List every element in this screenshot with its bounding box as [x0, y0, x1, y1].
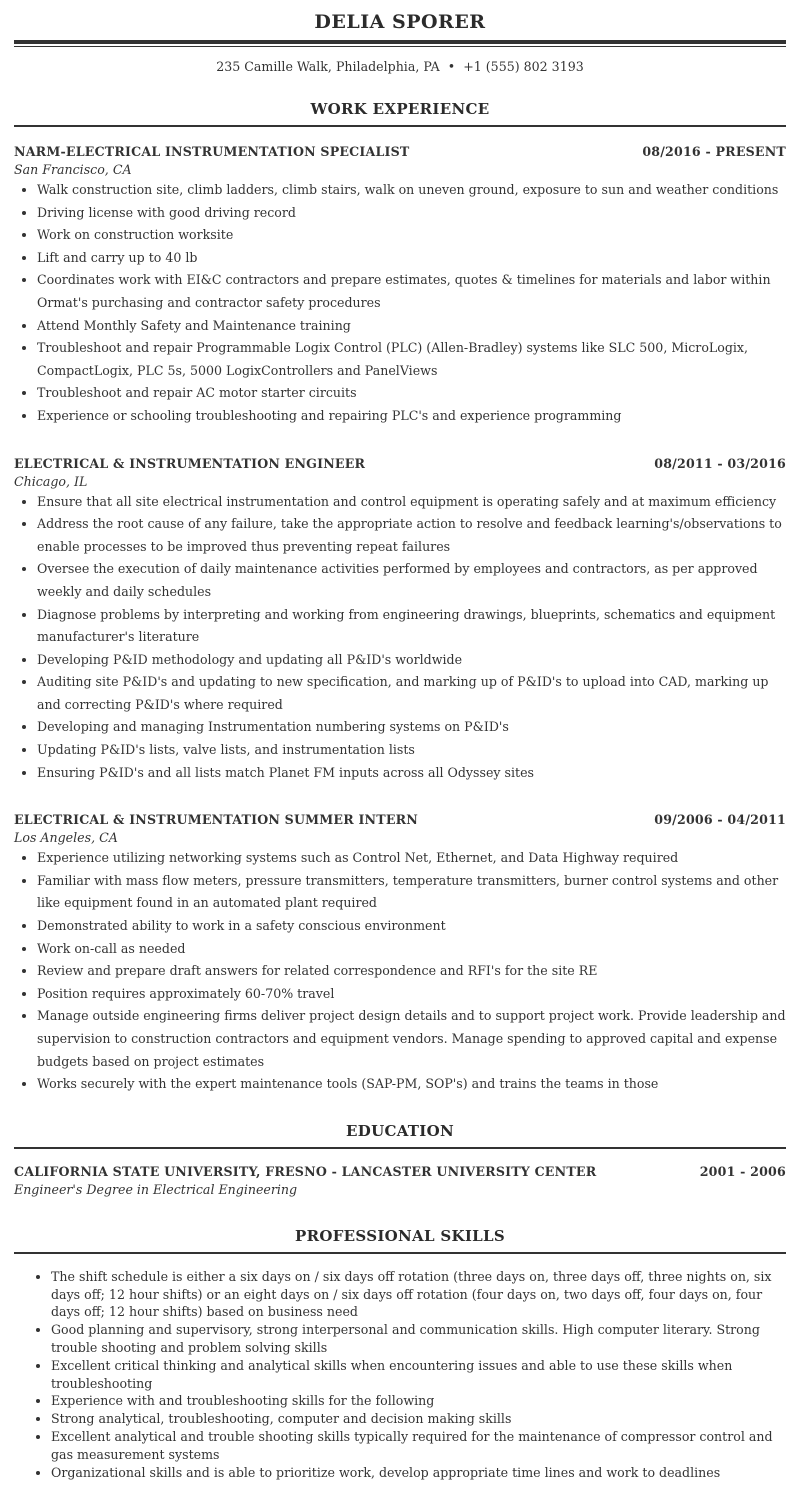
- duty-item: • Position requires approximately 60-70% travel: [37, 983, 786, 1006]
- duty-item: • Auditing site P&ID's and updating to new specification, and marking up of P&ID's to upload into CAD, marking up and correcting P&ID's where required: [37, 671, 786, 716]
- contact-separator: •: [447, 59, 456, 74]
- header-divider-thin: [14, 46, 786, 47]
- job-dates: 08/2011 - 03/2016: [654, 455, 786, 471]
- duty-item: • Ensuring P&ID's and all lists match Planet FM inputs across all Odyssey sites: [37, 762, 786, 785]
- job-entry: [14, 811, 786, 1096]
- duty-item: • Works securely with the expert maintenance tools (SAP-PM, SOP's) and trains the teams in those: [37, 1073, 786, 1096]
- school-name: CALIFORNIA STATE UNIVERSITY, FRESNO - LANCASTER UNIVERSITY CENTER: [14, 1163, 597, 1179]
- section-title-professional-skills: PROFESSIONAL SKILLS: [295, 1226, 505, 1245]
- job-title: ELECTRICAL & INSTRUMENTATION SUMMER INTERN: [14, 812, 419, 828]
- duty-item: • Review and prepare draft answers for related correspondence and RFI's for the site RE: [37, 960, 786, 983]
- job-duties-list: [14, 179, 786, 428]
- duty-item: • Ensure that all site electrical instrumentation and control equipment is operating safely and at maximum efficiency: [37, 491, 786, 514]
- skill-item: • Excellent critical thinking and analytical skills when encountering issues and able to use these skills when troubleshooting: [51, 1357, 786, 1393]
- duty-item: • Oversee the execution of daily maintenance activities performed by employees and contractors, as per approved weekly and daily schedules: [37, 558, 786, 603]
- duty-item: • Walk construction site, climb ladders, climb stairs, walk on uneven ground, exposure to sun and weather conditions: [37, 179, 786, 202]
- job-location: Los Angeles, CA: [14, 830, 118, 846]
- header-divider-thick: [14, 40, 786, 44]
- education-section: [14, 1121, 786, 1199]
- duty-item: • Diagnose problems by interpreting and working from engineering drawings, blueprints, schematics and equipment manufacturer's literature: [37, 604, 786, 649]
- duty-item: • Developing P&ID methodology and updating all P&ID's worldwide: [37, 649, 786, 672]
- duty-item: • Address the root cause of any failure, take the appropriate action to resolve and feedback learning's/observations to enable processes to be improved thus preventing repeat failures: [37, 513, 786, 558]
- duty-item: • Coordinates work with EI&C contractors and prepare estimates, quotes & timelines for materials and labor within Ormat's purchasing and contractor safety procedures: [37, 269, 786, 314]
- job-title: ELECTRICAL & INSTRUMENTATION ENGINEER: [14, 455, 366, 471]
- section-divider: [14, 1252, 786, 1254]
- job-header: [14, 811, 786, 829]
- contact-phone: +1 (555) 802 3193: [463, 59, 584, 74]
- skill-item: • Excellent analytical and trouble shooting skills typically required for the maintenance of compressor control and gas measurement systems: [51, 1428, 786, 1464]
- contact-address: 235 Camille Walk, Philadelphia, PA: [216, 59, 440, 74]
- job-dates: 09/2006 - 04/2011: [654, 812, 786, 828]
- section-title-work-experience: WORK EXPERIENCE: [310, 100, 490, 118]
- job-header: [14, 455, 786, 473]
- duty-item: • Work on construction worksite: [37, 224, 786, 247]
- duty-item: • Troubleshoot and repair Programmable Logix Control (PLC) (Allen-Bradley) systems like SLC 500, MicroLogix, CompactLogix, PLC 5s, 5000 LogixControllers and PanelViews: [37, 337, 786, 382]
- duty-item: • Lift and carry up to 40 lb: [37, 247, 786, 270]
- job-dates: 08/2016 - PRESENT: [642, 144, 786, 159]
- duty-item: • Work on-call as needed: [37, 938, 786, 961]
- candidate-name: DELIA SPORER: [314, 11, 486, 33]
- education-header: [14, 1163, 786, 1181]
- duty-item: • Troubleshoot and repair AC motor starter circuits: [37, 382, 786, 405]
- duty-item: • Demonstrated ability to work in a safety conscious environment: [37, 915, 786, 938]
- skills-list: [14, 1268, 786, 1482]
- job-entry: [14, 455, 786, 785]
- education-entry: [14, 1163, 786, 1199]
- duty-item: • Developing and managing Instrumentation numbering systems on P&ID's: [37, 716, 786, 739]
- work-experience-section: [14, 99, 786, 1096]
- job-duties-list: [14, 491, 786, 785]
- job-duties-list: [14, 847, 786, 1096]
- section-divider: [14, 1147, 786, 1149]
- degree: Engineer's Degree in Electrical Engineering: [14, 1181, 298, 1197]
- duty-item: • Driving license with good driving record: [37, 202, 786, 225]
- duty-item: • Updating P&ID's lists, valve lists, and instrumentation lists: [37, 739, 786, 762]
- education-dates: 2001 - 2006: [699, 1163, 786, 1179]
- skill-item: • Strong analytical, troubleshooting, computer and decision making skills: [51, 1410, 786, 1428]
- duty-item: • Attend Monthly Safety and Maintenance training: [37, 315, 786, 338]
- job-entry: [14, 143, 786, 428]
- job-location: San Francisco, CA: [14, 162, 132, 177]
- section-title-education: EDUCATION: [346, 1121, 454, 1140]
- resume-page: [14, 0, 786, 1481]
- skill-item: • Good planning and supervisory, strong interpersonal and communication skills. High computer literary. Strong trouble shooting and problem solving skills: [51, 1321, 786, 1357]
- job-title: NARM-ELECTRICAL INSTRUMENTATION SPECIALIST: [14, 144, 410, 159]
- duty-item: • Manage outside engineering firms deliver project design details and to support project work. Provide leadership and supervision to construction contractors and equipment vendors. Manage spending to approved capital and expense budgets based on project estimates: [37, 1005, 786, 1073]
- skill-item: • Organizational skills and is able to prioritize work, develop appropriate time lines and work to deadlines: [51, 1464, 786, 1482]
- contact-line: [14, 58, 786, 76]
- duty-item: • Familiar with mass flow meters, pressure transmitters, temperature transmitters, burner control systems and other like equipment found in an automated plant required: [37, 870, 786, 915]
- skills-section: [14, 1226, 786, 1482]
- section-divider: [14, 125, 786, 127]
- job-location: Chicago, IL: [14, 473, 88, 489]
- skill-item: • The shift schedule is either a six days on / six days off rotation (three days on, three days off, three nights on, six days off; 12 hour shifts) or an eight days on / six days off rotation (four days on, two days off, four days on, four days off; 12 hour shifts) based on business need: [51, 1268, 786, 1321]
- job-header: [14, 143, 786, 161]
- skill-item: • Experience with and troubleshooting skills for the following: [51, 1392, 786, 1410]
- duty-item: • Experience or schooling troubleshooting and repairing PLC's and experience programming: [37, 405, 786, 428]
- duty-item: • Experience utilizing networking systems such as Control Net, Ethernet, and Data Highway required: [37, 847, 786, 870]
